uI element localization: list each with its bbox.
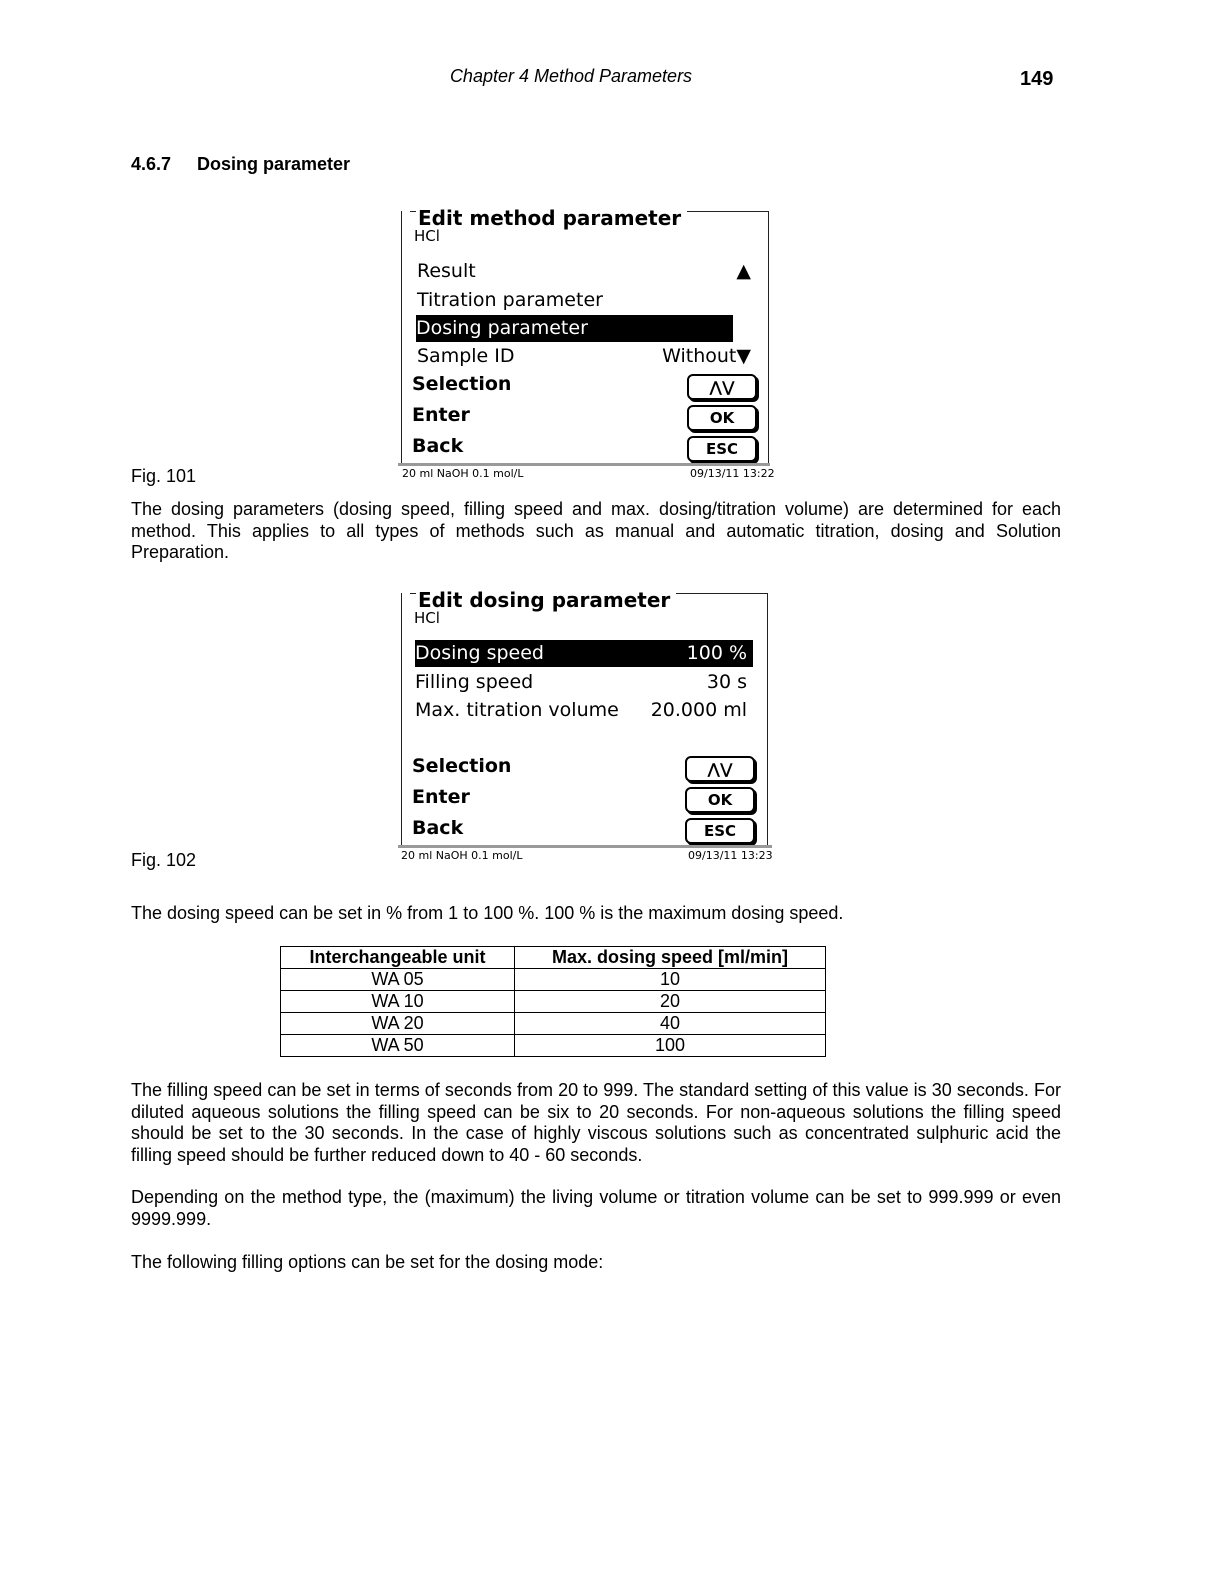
paragraph: The following filling options can be set for the dosing mode: [131, 1252, 604, 1272]
table-cell: WA 10 [281, 991, 515, 1013]
dosing-speed-row[interactable] [415, 640, 753, 667]
screen-title: Edit dosing parameter [416, 588, 676, 612]
menu-item-sample-id[interactable] [417, 343, 757, 370]
figure-caption: Fig. 101 [131, 466, 197, 486]
dosing-parameter-screen [401, 588, 768, 846]
row-value: 100 % [686, 642, 747, 664]
menu-item-value: Without▼ [662, 345, 751, 367]
paragraph: Depending on the method type, the (maximum) the living volume or titration volume can be set to 999.999 or even 9999.999. [131, 1187, 1061, 1229]
menu-item-dosing-parameter[interactable] [416, 315, 733, 342]
selection-arrows-button[interactable]: ⋀⋁ [685, 756, 755, 782]
status-reagent: 20 ml NaOH 0.1 mol/L [401, 849, 523, 862]
table-header-row [281, 947, 826, 969]
menu-item-label: Dosing parameter [416, 317, 588, 339]
key-label-enter: Enter [412, 786, 470, 808]
table-row [281, 991, 826, 1013]
table-cell: 100 [515, 1035, 826, 1057]
menu-item-label: Titration parameter [417, 289, 603, 311]
paragraph: The filling speed can be set in terms of seconds from 20 to 999. The standard setting of this value is 30 seconds. For diluted aqueous solutions the filling speed can be six to 20 seconds. For non-aqueous solutions the filling speed should be set to the 30 seconds. In the case of highly viscous solutions such as concentrated sulphuric acid the filling speed should be further reduced down to 40 - 60 seconds. [131, 1080, 1061, 1165]
menu-item-label: Result [417, 260, 476, 282]
dosing-speed-table [280, 946, 826, 1057]
section-title: Dosing parameter [197, 154, 351, 174]
scroll-up-icon: ▲ [736, 260, 751, 282]
table-cell: 10 [515, 969, 826, 991]
filling-speed-row[interactable] [415, 669, 753, 696]
key-label-back: Back [412, 435, 464, 457]
row-label: Filling speed [415, 671, 534, 693]
table-row [281, 1013, 826, 1035]
key-label-selection: Selection [412, 755, 512, 777]
row-value: 30 s [706, 671, 747, 693]
table-cell: 40 [515, 1013, 826, 1035]
esc-button[interactable]: ESC [687, 436, 757, 462]
selection-arrows-button[interactable]: ⋀⋁ [687, 374, 757, 400]
key-label-enter: Enter [412, 404, 470, 426]
menu-item-label: Sample ID [417, 345, 515, 367]
menu-item-result[interactable] [417, 258, 757, 285]
key-label-back: Back [412, 817, 464, 839]
method-parameter-screen [401, 206, 769, 464]
ok-button[interactable]: OK [687, 405, 757, 431]
table-cell: WA 20 [281, 1013, 515, 1035]
section-heading [131, 154, 350, 175]
page-number: 149 [1020, 68, 1054, 90]
paragraph: The dosing parameters (dosing speed, filling speed and max. dosing/titration volume) are determined for each method. This applies to all types of methods such as manual and automatic titration, dosing and Solution Preparation. [131, 499, 1061, 563]
status-datetime: 09/13/11 13:22 [690, 467, 775, 480]
section-number: 4.6.7 [131, 154, 172, 174]
table-row [281, 969, 826, 991]
running-header: Chapter 4 Method Parameters [449, 66, 693, 86]
status-datetime: 09/13/11 13:23 [688, 849, 773, 862]
row-label: Dosing speed [415, 642, 544, 664]
screen-title: Edit method parameter [416, 206, 687, 230]
column-header: Max. dosing speed [ml/min] [515, 947, 826, 969]
table-cell: WA 05 [281, 969, 515, 991]
max-titration-volume-row[interactable] [415, 697, 753, 724]
figure-caption: Fig. 102 [131, 850, 197, 870]
menu-item-titration-parameter[interactable] [417, 287, 757, 314]
screen-subtitle: HCl [414, 227, 440, 245]
column-header: Interchangeable unit [281, 947, 515, 969]
row-label: Max. titration volume [415, 699, 619, 721]
table-cell: WA 50 [281, 1035, 515, 1057]
screen-subtitle: HCl [414, 609, 440, 627]
ok-button[interactable]: OK [685, 787, 755, 813]
table-cell: 20 [515, 991, 826, 1013]
table-row [281, 1035, 826, 1057]
row-value: 20.000 ml [650, 699, 747, 721]
paragraph: The dosing speed can be set in % from 1 to 100 %. 100 % is the maximum dosing speed. [131, 903, 844, 923]
status-reagent: 20 ml NaOH 0.1 mol/L [402, 467, 524, 480]
esc-button[interactable]: ESC [685, 818, 755, 844]
key-label-selection: Selection [412, 373, 512, 395]
